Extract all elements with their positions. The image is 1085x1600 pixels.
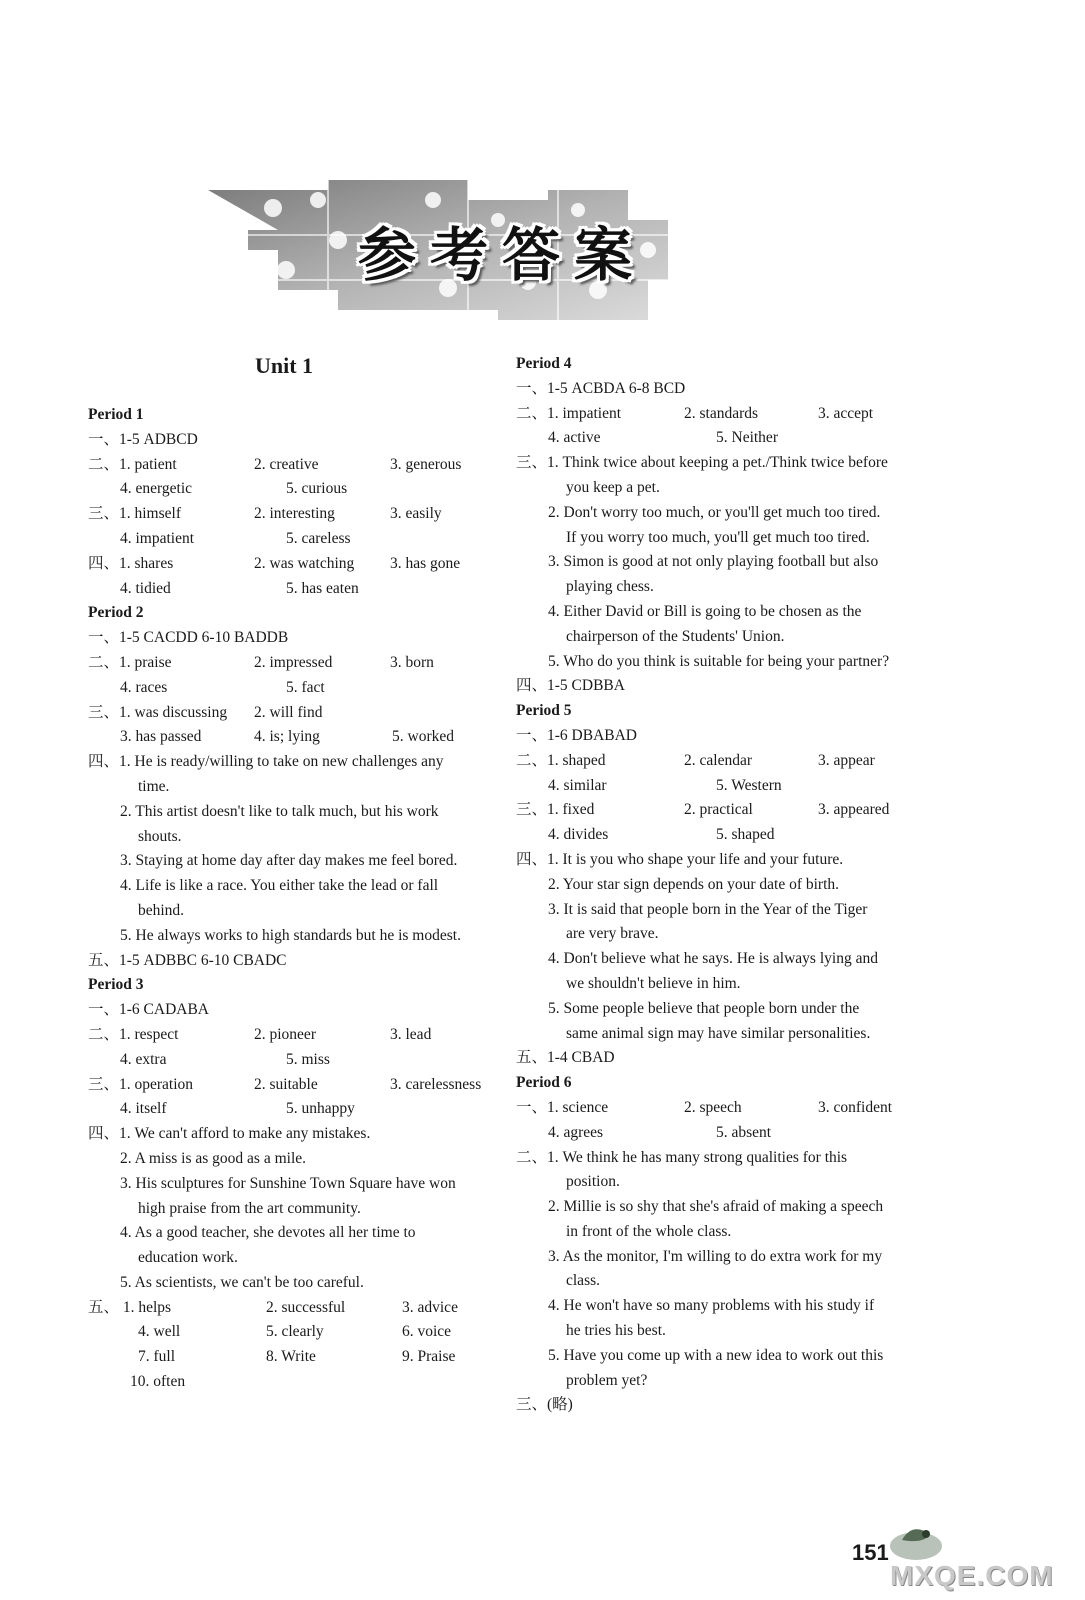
- answer-cell: 5. clearly: [266, 1323, 324, 1341]
- answer-row: [516, 1096, 941, 1121]
- answer-cell: 5. unhappy: [286, 1100, 355, 1118]
- answer-line: 三、1. Think twice about keeping a pet./Think twice before: [516, 454, 888, 472]
- answer-cell: 二、1. patient: [88, 455, 177, 473]
- answer-continuation: playing chess.: [566, 578, 654, 596]
- watermark-logo-icon: [882, 1516, 952, 1564]
- answer-cell: 6. voice: [402, 1323, 452, 1341]
- answer-line: 4. As a good teacher, she devotes all her time to: [120, 1224, 416, 1242]
- answer-cell: 5. fact: [286, 678, 325, 696]
- answer-line: 3. Staying at home day after day makes me feel bored.: [120, 852, 458, 870]
- answer-row: [516, 823, 941, 848]
- answer-line: 3. His sculptures for Sunshine Town Square have won: [120, 1174, 456, 1192]
- answer-cell: 2. successful: [266, 1298, 346, 1316]
- answer-continuation: time.: [138, 777, 170, 795]
- answer-cell: 2. speech: [684, 1098, 742, 1116]
- answer-cell: 四、1-5 CDBBA: [516, 677, 625, 695]
- answer-row: [88, 651, 508, 676]
- answer-cell: 4. extra: [120, 1050, 167, 1068]
- answer-line: 3. It is said that people born in the Year of the Tiger: [548, 900, 868, 918]
- answer-row: [516, 724, 941, 749]
- answer-cell: 7. full: [138, 1348, 176, 1366]
- answer-line: 四、1. It is you who shape your life and your future.: [516, 850, 844, 868]
- answer-row: [88, 453, 508, 478]
- answer-row: [88, 626, 508, 651]
- answer-continuation: in front of the whole class.: [566, 1222, 732, 1240]
- answer-row: [516, 749, 941, 774]
- title-banner: [198, 170, 698, 330]
- answer-cell: 4. active: [548, 429, 601, 447]
- answer-cell: 一、1-6 CADABA: [88, 1001, 209, 1019]
- answer-cell: 五、1-5 ADBBC 6-10 CBADC: [88, 951, 287, 969]
- answer-line: 四、1. He is ready/willing to take on new challenges any: [88, 753, 444, 771]
- right-column: [516, 352, 941, 1418]
- answer-cell: 4. tidied: [120, 579, 171, 597]
- answer-cell: 4. well: [138, 1323, 181, 1341]
- answer-continuation: he tries his best.: [566, 1322, 666, 1340]
- answer-cell: 2. calendar: [684, 751, 752, 769]
- answer-cell: 一、1-6 DBABAD: [516, 726, 637, 744]
- answer-row: [516, 774, 941, 799]
- answer-continuation: If you worry too much, you'll get much too tired.: [566, 528, 870, 546]
- page-title: 参考答案: [358, 221, 647, 289]
- page-number: 151: [852, 1540, 889, 1565]
- answer-row: [88, 998, 508, 1023]
- answer-row: [88, 552, 508, 577]
- answer-cell: 3. confident: [818, 1098, 893, 1116]
- answer-continuation: we shouldn't believe in him.: [566, 974, 741, 992]
- answer-cell: 4. similar: [548, 776, 607, 794]
- answer-row: [88, 1073, 508, 1098]
- answer-row: [88, 701, 508, 726]
- period-heading: Period 2: [88, 604, 144, 622]
- answer-line: 5. Some people believe that people born under the: [548, 999, 860, 1017]
- answer-continuation: chairperson of the Students' Union.: [566, 627, 785, 645]
- answer-line: 5. Who do you think is suitable for being your partner?: [548, 652, 890, 670]
- answer-row: [88, 577, 508, 602]
- answer-line: 4. He won't have so many problems with his study if: [548, 1297, 875, 1315]
- answer-row: [88, 1048, 508, 1073]
- answer-continuation: are very brave.: [566, 925, 659, 943]
- answer-line: 3. Simon is good at not only playing football but also: [548, 553, 879, 571]
- answer-cell: 4. impatient: [120, 529, 195, 547]
- answer-continuation: shouts.: [138, 827, 182, 845]
- answer-row: [88, 428, 508, 453]
- answer-cell: 二、1. shaped: [516, 751, 606, 769]
- answer-line: 5. He always works to high standards but he is modest.: [120, 926, 461, 944]
- answer-cell: 2. will find: [254, 703, 323, 721]
- unit-heading: Unit 1: [255, 353, 314, 378]
- period-heading: Period 3: [88, 976, 144, 994]
- answer-row: [88, 676, 508, 701]
- answer-continuation: behind.: [138, 901, 185, 919]
- answer-cell: 5. worked: [392, 728, 454, 746]
- answer-row: [88, 1345, 508, 1370]
- answer-cell: 5. absent: [716, 1123, 772, 1141]
- answer-line: 4. Life is like a race. You either take the lead or fall: [120, 877, 439, 895]
- answer-cell: 3. born: [390, 653, 434, 671]
- answer-line: 2. A miss is as good as a mile.: [120, 1149, 306, 1167]
- answer-cell: 4. agrees: [548, 1123, 604, 1141]
- answer-row: [516, 426, 941, 451]
- period-heading: Period 1: [88, 406, 144, 423]
- answer-cell: 3. advice: [402, 1298, 458, 1316]
- answer-cell: 3. has gone: [390, 554, 461, 572]
- answer-cell: 五、1-4 CBAD: [516, 1049, 615, 1067]
- answer-cell: 一、1-5 ACBDA 6-8 BCD: [516, 379, 686, 397]
- answer-cell: 三、(略): [516, 1396, 573, 1414]
- answer-continuation: you keep a pet.: [566, 478, 660, 496]
- answer-cell: 4. is; lying: [254, 728, 320, 746]
- answer-cell: 2. suitable: [254, 1075, 318, 1093]
- answer-cell: 3. easily: [390, 505, 442, 523]
- answer-cell: 二、1. respect: [88, 1025, 179, 1043]
- answer-continuation: position.: [566, 1173, 620, 1191]
- answer-row: [88, 477, 508, 502]
- answer-cell: 3. has passed: [120, 728, 202, 746]
- answer-line: 5. Have you come up with a new idea to work out this: [548, 1346, 884, 1364]
- answer-line: 5. As scientists, we can't be too careful.: [120, 1273, 364, 1291]
- answer-cell: 三、1. fixed: [516, 801, 595, 819]
- answer-cell: 4. races: [120, 678, 168, 696]
- answer-row: [88, 1023, 508, 1048]
- answer-row: [88, 527, 508, 552]
- answer-cell: 五、 1. helps: [88, 1298, 172, 1316]
- answer-cell: 2. creative: [254, 455, 319, 473]
- answer-line: 3. As the monitor, I'm willing to do extra work for my: [548, 1247, 883, 1265]
- answer-cell: 5. shaped: [716, 826, 775, 844]
- answer-cell: 9. Praise: [402, 1348, 456, 1366]
- answer-cell: 3. accept: [818, 404, 874, 422]
- answer-cell: 一、1-5 CACDD 6-10 BADDB: [88, 629, 289, 647]
- answer-line: 2. This artist doesn't like to talk much, but his work: [120, 802, 439, 820]
- answer-cell: 3. appear: [818, 751, 875, 769]
- answer-row: [88, 502, 508, 527]
- answer-cell: 2. was watching: [254, 554, 355, 572]
- answer-cell: 5. has eaten: [286, 579, 359, 597]
- period-heading: Period 5: [516, 702, 572, 720]
- answer-row: [88, 1097, 508, 1122]
- answer-row: [88, 949, 508, 974]
- answer-continuation: high praise from the art community.: [138, 1199, 361, 1217]
- answer-cell: 10. often: [130, 1373, 186, 1391]
- answer-cell: 四、1. shares: [88, 554, 174, 572]
- answer-cell: 8. Write: [266, 1348, 316, 1366]
- answer-cell: 3. lead: [390, 1025, 432, 1043]
- answer-cell: 5. careless: [286, 529, 351, 547]
- answer-cell: 3. appeared: [818, 801, 890, 819]
- period-heading: Period 6: [516, 1074, 572, 1092]
- watermark-text: MXQE.COM: [890, 1560, 1054, 1591]
- answer-cell: 5. curious: [286, 480, 348, 498]
- answer-cell: 5. Western: [716, 776, 782, 794]
- answer-row: [516, 1393, 941, 1418]
- answer-cell: 一、1. science: [516, 1098, 609, 1116]
- answer-row: [88, 1370, 508, 1395]
- answer-row: [516, 1121, 941, 1146]
- answer-line: 4. Either David or Bill is going to be chosen as the: [548, 602, 862, 620]
- answer-row: [516, 402, 941, 427]
- answer-cell: 5. Neither: [716, 429, 778, 447]
- period-heading: Period 4: [516, 355, 572, 372]
- answer-continuation: problem yet?: [566, 1371, 648, 1389]
- answer-line: 2. Your star sign depends on your date of birth.: [548, 875, 840, 893]
- answer-line: 2. Don't worry too much, or you'll get much too tired.: [548, 503, 881, 521]
- answer-line: 四、1. We can't afford to make any mistakes.: [88, 1125, 371, 1143]
- answer-cell: 2. interesting: [254, 505, 335, 523]
- answer-row: [516, 377, 941, 402]
- answer-cell: 2. impressed: [254, 653, 333, 671]
- answer-cell: 4. divides: [548, 826, 609, 844]
- answer-row: [516, 674, 941, 699]
- answer-row: [516, 1046, 941, 1071]
- answer-line: 二、1. We think he has many strong qualities for this: [516, 1148, 848, 1166]
- answer-row: [88, 1320, 508, 1345]
- answer-row: [88, 1296, 508, 1321]
- answer-cell: 3. generous: [390, 455, 462, 473]
- answer-cell: 二、1. impatient: [516, 404, 622, 422]
- answer-cell: 5. miss: [286, 1050, 330, 1068]
- answer-cell: 3. carelessness: [390, 1075, 482, 1093]
- answer-cell: 4. itself: [120, 1100, 167, 1118]
- answer-cell: 二、1. praise: [88, 653, 172, 671]
- answer-continuation: same animal sign may have similar personalities.: [566, 1024, 871, 1042]
- answer-line: 4. Don't believe what he says. He is always lying and: [548, 950, 878, 968]
- answer-continuation: class.: [566, 1272, 601, 1290]
- answer-row: [88, 725, 508, 750]
- left-column: [88, 403, 508, 1395]
- answer-cell: 2. practical: [684, 801, 753, 819]
- answer-cell: 三、1. himself: [88, 505, 181, 523]
- answer-cell: 一、1-5 ADBCD: [88, 430, 198, 448]
- answer-row: [516, 798, 941, 823]
- answer-cell: 4. energetic: [120, 480, 193, 498]
- answer-cell: 2. standards: [684, 404, 759, 422]
- answer-continuation: education work.: [138, 1249, 238, 1267]
- answer-line: 2. Millie is so shy that she's afraid of making a speech: [548, 1198, 884, 1216]
- answer-cell: 三、1. operation: [88, 1075, 194, 1093]
- answer-cell: 三、1. was discussing: [88, 703, 228, 721]
- answer-cell: 2. pioneer: [254, 1025, 316, 1043]
